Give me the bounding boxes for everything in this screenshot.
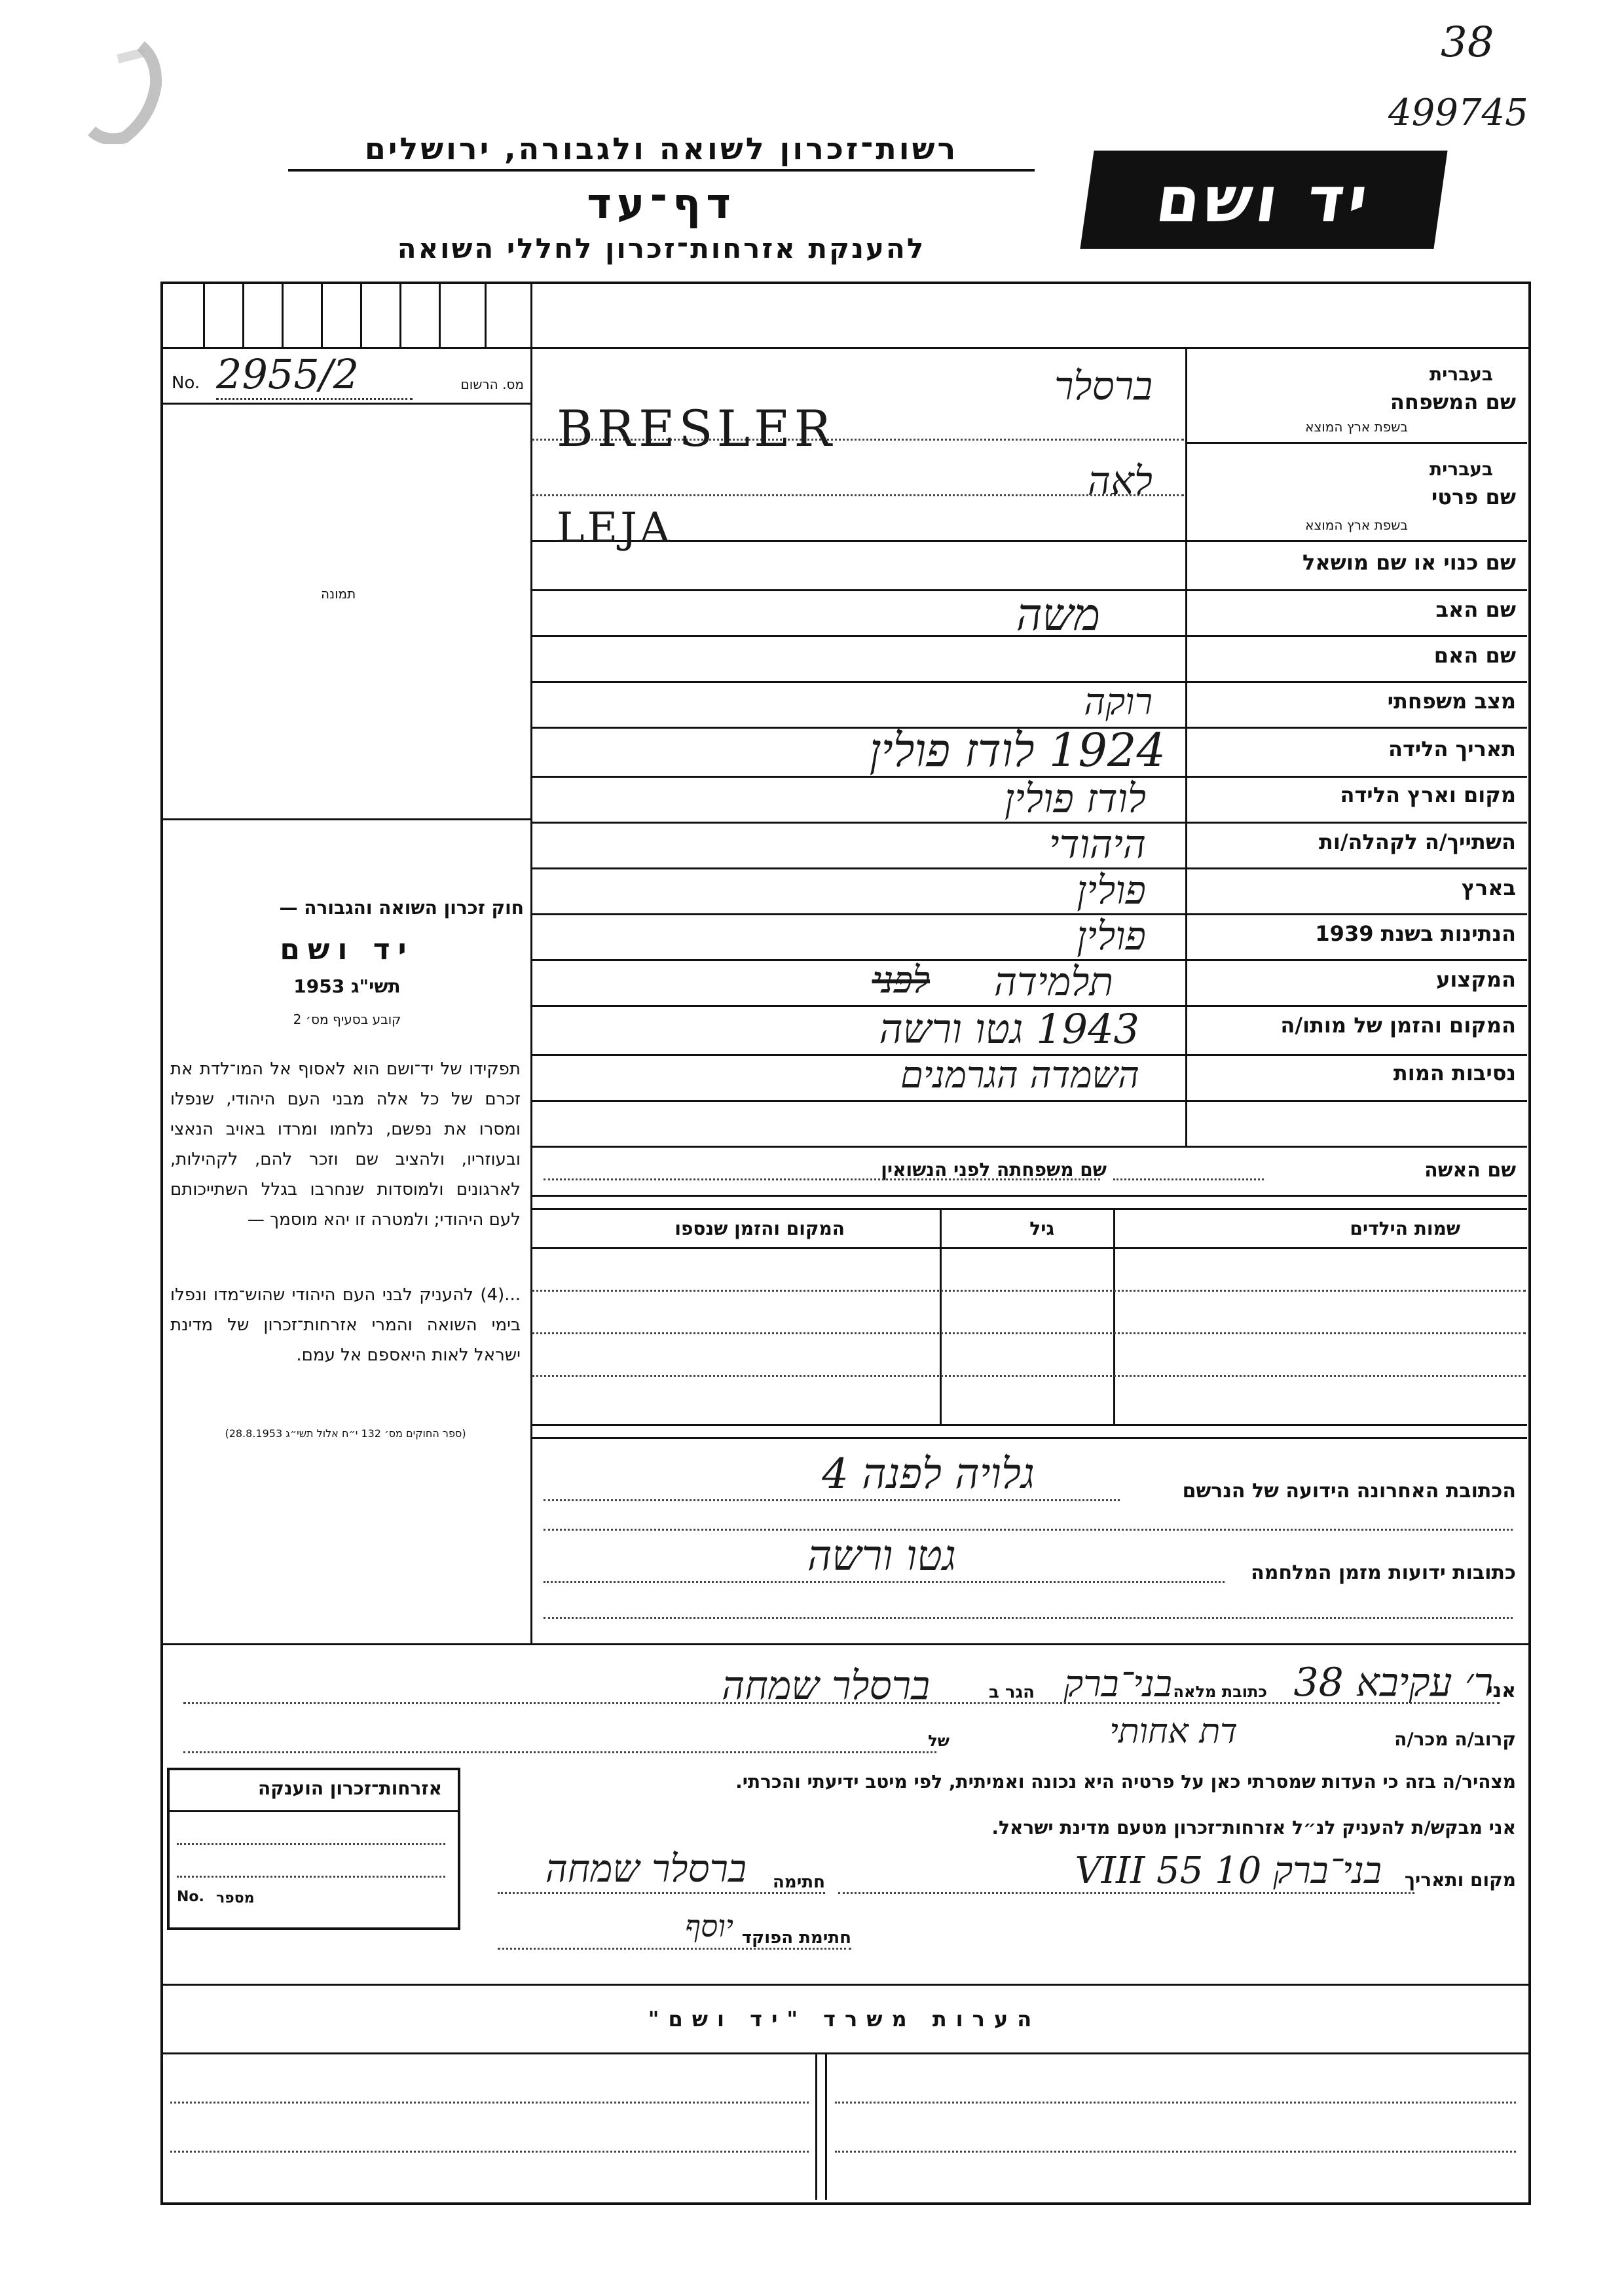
law-para-1: תפקידו של יד־ושם הוא לאסוף אל המו־לדת את זכרם של כל אלה מבני העם היהודי, שנפלו ומסרו את נפשם, נלחמו ומרדו באויב הנאצי ובעוזריו, ולהציב שם וזכר להם, לקהילות, לארגונים ולמוסדות שנחרבו בגלל השתייכותם לעם היהודי; ולמטרה זו יהא מוסמך — xyxy=(170,1059,521,1230)
relative-label: קרוב/ה מכר/ה xyxy=(1394,1728,1516,1750)
citizenship-box-no-label: No. xyxy=(177,1889,204,1905)
declarant-gar-label: הגר ב xyxy=(988,1683,1035,1702)
declarant-name-value: ברסלר שמחה xyxy=(722,1663,930,1709)
citizenship-1939-label: הנתינות בשנת 1939 xyxy=(1315,921,1516,946)
children-age-header: גיל xyxy=(1029,1218,1054,1239)
death-circumstances-label: נסיבות המות xyxy=(1393,1061,1516,1085)
sign-label: חתימה xyxy=(773,1872,825,1892)
death-circumstances-value: השמדה הגרמנים xyxy=(900,1054,1139,1097)
declaration-text: מצהיר/ה בזה כי העדות שמסרתי כאן על פרטיה היא נכונה ואמיתית, לפי מיטב ידיעתי והכרתי. xyxy=(735,1771,1516,1793)
authority-name: רשות־זכרון לשואה ולגבורה, ירושלים xyxy=(288,131,1035,172)
father-name-label: שם האב xyxy=(1435,597,1516,622)
family-name-sub-hebrew: בעברית xyxy=(1429,363,1493,385)
declarant-addr-label: כתובת מלאה xyxy=(1173,1683,1267,1701)
declarant-ani-label: אני xyxy=(1486,1679,1516,1702)
official-sign-value: יוסף xyxy=(685,1908,733,1944)
marital-status-label: מצב משפחתי xyxy=(1387,689,1516,714)
registration-no-label: No. xyxy=(172,373,200,393)
community-label: השתייך/ה לקהלה/ות xyxy=(1318,829,1516,854)
profession-value: תלמידה xyxy=(993,959,1113,1005)
children-names-header: שמות הילדים xyxy=(1350,1218,1460,1239)
office-notes-title: הערות משרד "יד ושם" xyxy=(648,2007,1041,2032)
family-name-hebrew-value: ברסלר xyxy=(1054,363,1153,409)
death-place-time-label: המקום והזמן של מותו/ה xyxy=(1280,1013,1516,1038)
war-address-value: גטו ורשה xyxy=(807,1532,956,1580)
sheet-number: 499745 xyxy=(1388,92,1528,134)
birth-date-value: 1924 לודז פולין xyxy=(869,723,1166,777)
country-value: פולין xyxy=(1077,867,1146,913)
family-name-sub-origin: בשפת ארץ המוצא xyxy=(1305,419,1408,435)
father-name-value: משה xyxy=(1016,589,1100,641)
registration-heb-label: מס. הרשום xyxy=(460,376,524,392)
birth-date-label: תאריך הלידה xyxy=(1388,737,1516,761)
country-label: בארץ xyxy=(1461,875,1516,900)
logo-text: יד ושם xyxy=(1151,163,1376,236)
archive-number: 38 xyxy=(1441,18,1494,67)
last-address-label: הכתובת האחרונה הידועה של הנרשם xyxy=(1182,1480,1516,1503)
war-address-label: כתובות ידועות מזמן המלחמה xyxy=(1251,1561,1516,1584)
community-value: היהודי xyxy=(1048,822,1146,867)
family-name-label: שם המשפחה xyxy=(1390,390,1516,414)
death-place-time-value: 1943 גטו ורשה xyxy=(879,1005,1139,1053)
children-place-header: המקום והזמן שנספו xyxy=(674,1218,845,1239)
declarant-city-value: בני־ברק xyxy=(1063,1663,1172,1705)
place-date-label: מקום ותאריך xyxy=(1404,1869,1516,1891)
form-title: דף־עד xyxy=(587,180,736,228)
marital-status-value: רוקה xyxy=(1084,681,1153,723)
profession-label: המקצוע xyxy=(1436,967,1516,992)
given-name-sub-hebrew: בעברית xyxy=(1429,458,1493,480)
registration-number: 2955/2 xyxy=(216,350,413,400)
birth-place-value: לודז פולין xyxy=(1004,776,1146,822)
profession-struck-value: לפני xyxy=(872,959,930,1002)
declarant-addr-value: ר׳ עקיבא 38 xyxy=(1293,1660,1493,1705)
given-name-label: שם פרטי xyxy=(1431,484,1516,509)
staple-mark xyxy=(79,39,170,144)
place-date-value: בני־ברק 10 VIII 55 xyxy=(1075,1850,1382,1892)
relative-shel-label: של xyxy=(928,1732,950,1750)
law-name: יד ושם xyxy=(280,933,415,966)
law-year: תשי"ג 1953 xyxy=(293,975,401,997)
form-subtitle: להענקת אזרחות־זכרון לחללי השואה xyxy=(397,232,926,264)
official-sign-label: חתימת הפוקד xyxy=(741,1928,851,1948)
given-name-hebrew-value: לאה xyxy=(1087,458,1153,504)
wife-label: שם האשה xyxy=(1424,1159,1516,1182)
family-name-origin-value: BRESLER xyxy=(557,399,836,458)
citizenship-1939-value: פולין xyxy=(1077,913,1146,959)
request-text: אני מבקש/ת להעניק לנ״ל אזרחות־זכרון מטעם מדינת ישראל. xyxy=(991,1817,1516,1838)
yad-vashem-logo xyxy=(1080,151,1447,249)
last-address-value: גלויה לפנה 4 xyxy=(822,1450,1035,1499)
wife-maiden-label: שם משפחתה לפני הנשואין xyxy=(881,1159,1107,1180)
mother-name-label: שם האם xyxy=(1433,643,1516,668)
given-name-sub-origin: בשפת ארץ המוצא xyxy=(1305,517,1408,533)
relative-value: דת אחותי xyxy=(1109,1712,1238,1751)
nickname-label: שם כנוי או שם מושאל xyxy=(1302,550,1516,575)
law-para-2: ...(4) להעניק לבני העם היהודי שהוש־מדו ונפלו בימי השואה והמרי אזרחות־זכרון של מדינת ישראל לאות היאספם אל עמם. xyxy=(170,1285,521,1365)
citizenship-box-heb-no: מספר xyxy=(216,1890,255,1906)
birth-place-label: מקום וארץ הלידה xyxy=(1340,782,1516,807)
law-heading: חוק זכרון השואה והגבורה — xyxy=(279,897,524,919)
photo-label: תמונה xyxy=(321,586,356,602)
citizenship-box-title: אזרחות־זכרון הוענקה xyxy=(258,1777,442,1799)
law-citation: (ספר החוקים מס׳ 132 י״ח אלול תשי״ג 28.8.1953) xyxy=(225,1427,466,1440)
sign-value: ברסלר שמחה xyxy=(545,1846,747,1891)
law-clause: קובע בסעיף מס׳ 2 xyxy=(293,1011,401,1027)
given-name-origin-value: LEJA xyxy=(557,504,673,553)
